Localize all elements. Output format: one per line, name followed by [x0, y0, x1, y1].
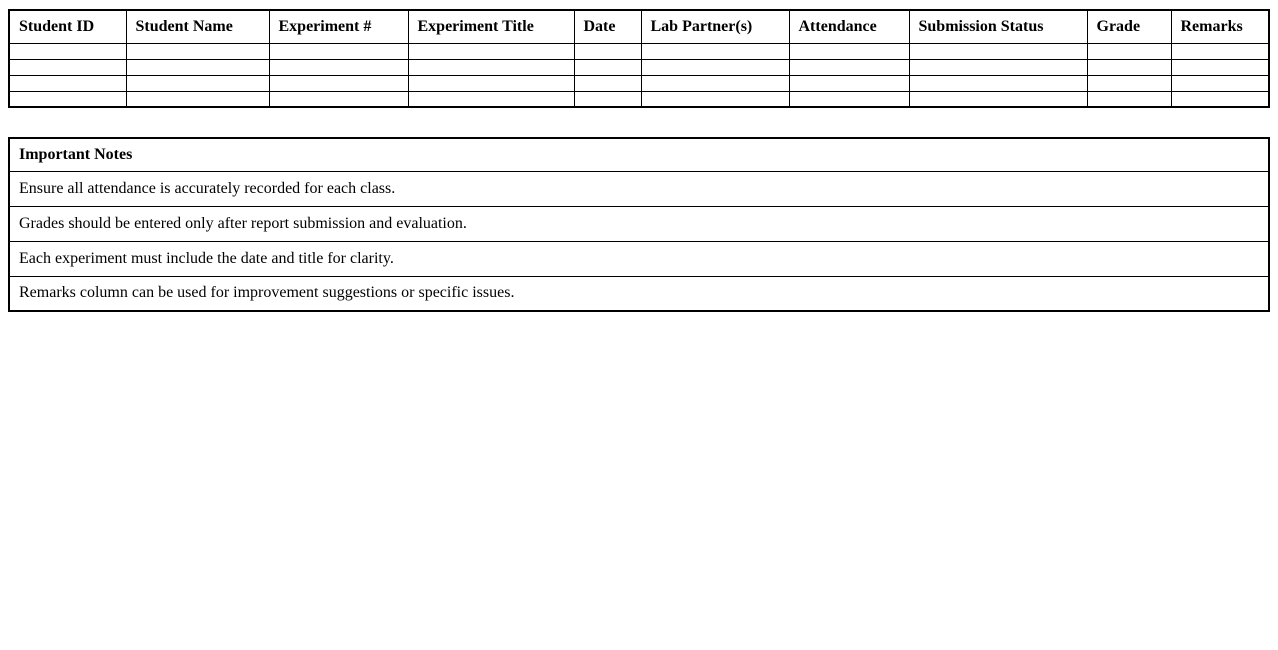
empty-cell-date[interactable]	[574, 59, 641, 75]
empty-cell-attendance[interactable]	[789, 91, 909, 107]
note-row	[9, 276, 1269, 311]
empty-cell-experiment-title[interactable]	[408, 91, 574, 107]
empty-cell-date[interactable]	[574, 91, 641, 107]
empty-cell-lab-partners[interactable]	[641, 75, 789, 91]
empty-cell-student-name[interactable]	[126, 59, 269, 75]
empty-cell-submission-status[interactable]	[909, 59, 1087, 75]
empty-cell-submission-status[interactable]	[909, 91, 1087, 107]
empty-cell-student-name[interactable]	[126, 43, 269, 59]
empty-cell-lab-partners[interactable]	[641, 59, 789, 75]
empty-cell-experiment-number[interactable]	[269, 59, 408, 75]
column-header-submission-status: Submission Status	[909, 10, 1087, 43]
column-header-grade: Grade	[1087, 10, 1171, 43]
empty-cell-remarks[interactable]	[1171, 91, 1269, 107]
lab-grade-table	[8, 9, 1270, 108]
empty-cell-experiment-title[interactable]	[408, 75, 574, 91]
empty-cell-date[interactable]	[574, 43, 641, 59]
empty-cell-experiment-title[interactable]	[408, 59, 574, 75]
empty-cell-remarks[interactable]	[1171, 75, 1269, 91]
column-header-remarks: Remarks	[1171, 10, 1269, 43]
empty-cell-attendance[interactable]	[789, 75, 909, 91]
note-grades: Grades should be entered only after report submission and evaluation.	[9, 206, 1269, 241]
empty-cell-attendance[interactable]	[789, 43, 909, 59]
column-header-experiment-number: Experiment #	[269, 10, 408, 43]
note-row	[9, 171, 1269, 206]
grade-table-header-row	[9, 10, 1269, 43]
table-row	[9, 91, 1269, 107]
empty-cell-experiment-number[interactable]	[269, 43, 408, 59]
table-row	[9, 59, 1269, 75]
empty-cell-student-id[interactable]	[9, 91, 126, 107]
notes-title: Important Notes	[9, 138, 1269, 171]
empty-cell-lab-partners[interactable]	[641, 43, 789, 59]
empty-cell-lab-partners[interactable]	[641, 91, 789, 107]
column-header-lab-partners: Lab Partner(s)	[641, 10, 789, 43]
notes-header-row	[9, 138, 1269, 171]
table-row	[9, 75, 1269, 91]
empty-cell-remarks[interactable]	[1171, 43, 1269, 59]
column-header-student-name: Student Name	[126, 10, 269, 43]
column-header-attendance: Attendance	[789, 10, 909, 43]
empty-cell-student-name[interactable]	[126, 91, 269, 107]
note-experiment: Each experiment must include the date and title for clarity.	[9, 241, 1269, 276]
empty-cell-grade[interactable]	[1087, 43, 1171, 59]
note-attendance: Ensure all attendance is accurately recorded for each class.	[9, 171, 1269, 206]
empty-cell-attendance[interactable]	[789, 59, 909, 75]
note-row	[9, 241, 1269, 276]
column-header-date: Date	[574, 10, 641, 43]
empty-cell-grade[interactable]	[1087, 91, 1171, 107]
note-row	[9, 206, 1269, 241]
empty-cell-submission-status[interactable]	[909, 43, 1087, 59]
column-header-experiment-title: Experiment Title	[408, 10, 574, 43]
empty-cell-submission-status[interactable]	[909, 75, 1087, 91]
empty-cell-experiment-number[interactable]	[269, 75, 408, 91]
empty-cell-student-name[interactable]	[126, 75, 269, 91]
empty-cell-student-id[interactable]	[9, 43, 126, 59]
column-header-student-id: Student ID	[9, 10, 126, 43]
important-notes-table	[8, 137, 1270, 312]
empty-cell-experiment-number[interactable]	[269, 91, 408, 107]
empty-cell-student-id[interactable]	[9, 59, 126, 75]
table-row	[9, 43, 1269, 59]
empty-cell-grade[interactable]	[1087, 75, 1171, 91]
empty-cell-experiment-title[interactable]	[408, 43, 574, 59]
note-remarks: Remarks column can be used for improvement suggestions or specific issues.	[9, 276, 1269, 311]
empty-cell-grade[interactable]	[1087, 59, 1171, 75]
empty-cell-remarks[interactable]	[1171, 59, 1269, 75]
empty-cell-date[interactable]	[574, 75, 641, 91]
empty-cell-student-id[interactable]	[9, 75, 126, 91]
